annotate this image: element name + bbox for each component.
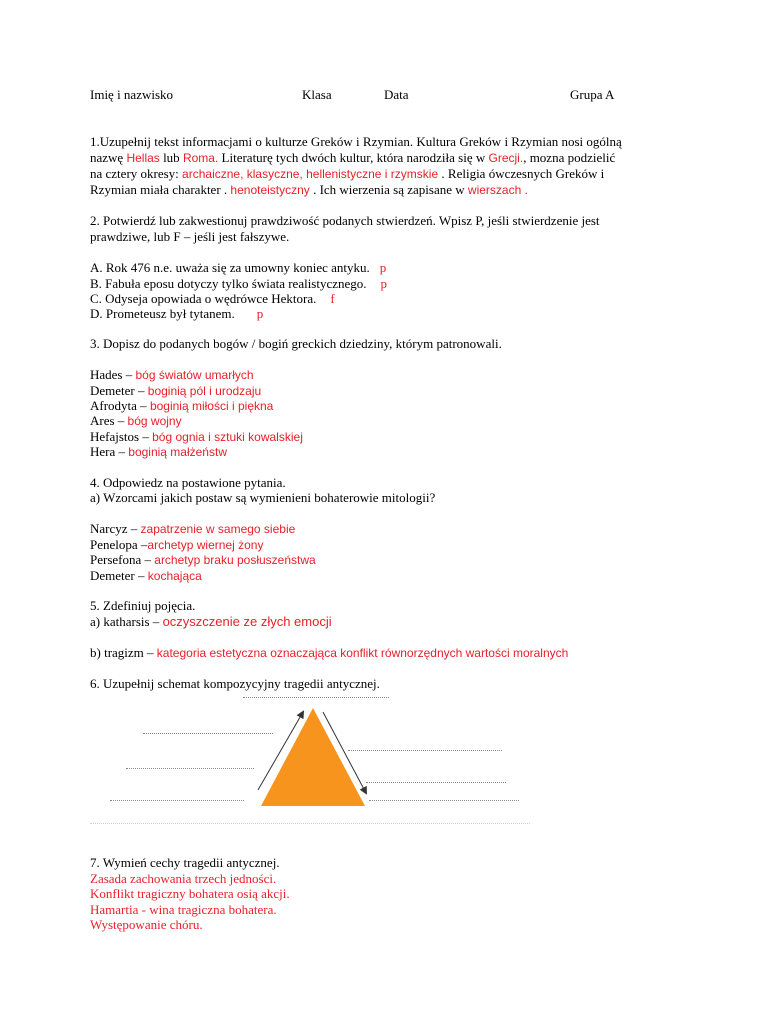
god-name: Demeter – [90, 383, 148, 398]
q7-title: 7. Wymień cechy tragedii antycznej. [90, 855, 280, 870]
q1-text: Literaturę tych dwóch kultur, która narodziła się w [218, 150, 489, 165]
q5-title: 5. Zdefiniuj pojęcia. [90, 598, 196, 613]
q3-title: 3. Dopisz do podanych bogów / bogiń greckich dziedziny, którym patronowali. [90, 336, 502, 351]
god-name: Afrodyta – [90, 398, 150, 413]
definition-answer: oczyszczenie ze złych emocji [162, 614, 332, 629]
answer-grecja: Grecji. [488, 151, 524, 165]
hero-attitude-answer: archetyp braku posłuszeństwa [154, 553, 316, 567]
god-name: Ares – [90, 413, 128, 428]
answer-line [126, 768, 254, 769]
answer-line [366, 782, 506, 783]
god-domain-answer: boginią pól i urodzaju [147, 384, 262, 398]
hero-attitude-answer: kochająca [147, 569, 202, 583]
q2-line-2: prawdziwe, lub F – jeśli jest fałszywe. [90, 229, 290, 244]
q1-line-2 [90, 150, 615, 166]
hero-attitude-answer: zapatrzenie w samego siebie [140, 522, 296, 536]
answer-line [110, 800, 244, 801]
q1-text: nazwę [90, 150, 127, 165]
q4-subquestion: a) Wzorcami jakich postaw są wymienieni bohaterowie mitologii? [90, 490, 436, 505]
hero-name: Narcyz – [90, 521, 141, 536]
god-row [90, 444, 227, 460]
q1-text: . Religia ówczesnych Greków i [438, 166, 605, 181]
hero-name: Persefona – [90, 552, 155, 567]
definition-tragizm [90, 645, 568, 661]
answer-periods: archaiczne, klasyczne, hellenistyczne i rzymskie [182, 167, 439, 181]
god-row [90, 413, 182, 429]
tragedy-feature: Konflikt tragiczny bohatera osią akcji. [90, 886, 290, 901]
q1-line-3 [90, 166, 604, 182]
god-domain-answer: boginią miłości i piękna [149, 399, 274, 413]
god-name: Hades – [90, 367, 136, 382]
statement-text: B. Fabuła eposu dotyczy tylko świata realistycznego. [90, 276, 367, 291]
god-name: Hera – [90, 444, 129, 459]
hero-attitude-answer: archetyp wiernej żony [147, 538, 264, 552]
hero-row [90, 521, 295, 537]
definition-katharsis [90, 614, 332, 629]
hero-row [90, 537, 263, 553]
god-row [90, 398, 273, 414]
answer-line [369, 800, 519, 801]
answer-poems: wierszach . [467, 183, 528, 197]
god-domain-answer: bóg światów umarłych [135, 368, 254, 382]
tragedy-feature: Zasada zachowania trzech jedności. [90, 871, 277, 886]
q4-title: 4. Odpowiedz na postawione pytania. [90, 475, 286, 490]
term-label: b) tragizm – [90, 645, 157, 660]
answer-line [90, 823, 530, 824]
q1-text: . Ich wierzenia są zapisane w [309, 182, 468, 197]
answer-line [243, 697, 389, 698]
answer-mark: p [380, 276, 388, 291]
q1-text: na cztery okresy: [90, 166, 183, 181]
header-name-label: Imię i nazwisko [90, 87, 174, 102]
statement-text: D. Prometeusz był tytanem. [90, 306, 235, 321]
god-name: Hefajstos – [90, 429, 153, 444]
answer-roma: Roma. [182, 151, 219, 165]
answer-mark: f [330, 291, 335, 306]
hero-row [90, 568, 202, 584]
statement-text: A. Rok 476 n.e. uważa się za umowny koniec antyku. [90, 260, 370, 275]
header-date-label: Data [384, 87, 409, 102]
hero-name: Demeter – [90, 568, 148, 583]
answer-henotheistic: henoteistyczny [230, 183, 310, 197]
answer-mark: p [379, 260, 387, 275]
god-row [90, 367, 254, 383]
q1-line-1: 1.Uzupełnij tekst informacjami o kulturze Greków i Rzymian. Kultura Greków i Rzymian nosi ogólną [90, 134, 622, 149]
god-domain-answer: bóg wojny [127, 414, 182, 428]
tragedy-composition-diagram [250, 700, 380, 812]
god-domain-answer: boginią małżeństw [128, 445, 227, 459]
god-domain-answer: bóg ognia i sztuki kowalskiej [152, 430, 303, 444]
definition-answer: kategoria estetyczna oznaczająca konflikt równorzędnych wartości moralnych [156, 646, 569, 660]
q2-statement [90, 306, 263, 321]
q1-text: Rzymian miała charakter . [90, 182, 231, 197]
q2-statement [90, 276, 387, 291]
hero-name: Penelopa – [90, 537, 148, 552]
header-group-label: Grupa A [570, 87, 615, 102]
q2-statement [90, 260, 386, 275]
god-row [90, 383, 261, 399]
q2-line-1: 2. Potwierdź lub zakwestionuj prawdziwość podanych stwierdzeń. Wpisz P, jeśli stwierdzenie jest [90, 213, 600, 228]
answer-mark: p [256, 306, 264, 321]
q1-line-4 [90, 182, 528, 198]
q1-text: lub [159, 150, 183, 165]
tragedy-feature: Występowanie chóru. [90, 917, 203, 932]
q6-title: 6. Uzupełnij schemat kompozycyjny tragedii antycznej. [90, 676, 380, 691]
header-class-label: Klasa [302, 87, 332, 102]
q1-text: , mozna podzielić [523, 150, 616, 165]
tragedy-feature: Hamartia - wina tragiczna bohatera. [90, 902, 277, 917]
hero-row [90, 552, 316, 568]
god-row [90, 429, 303, 445]
q2-statement [90, 291, 335, 306]
statement-text: C. Odyseja opowiada o wędrówce Hektora. [90, 291, 317, 306]
term-label: a) katharsis – [90, 614, 163, 629]
answer-hellas: Hellas [126, 151, 160, 165]
